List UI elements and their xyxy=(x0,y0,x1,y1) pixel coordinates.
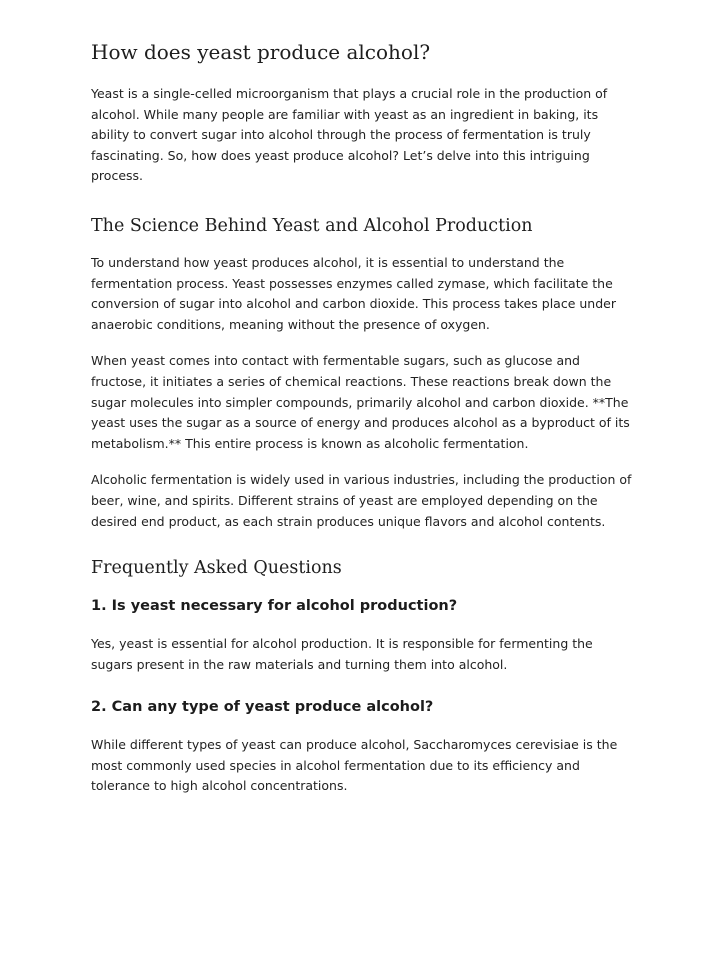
faq-answer-1: Yes, yeast is essential for alcohol production. It is responsible for fermenting the sugars present in the raw materials and turning them into alcohol. xyxy=(91,636,593,672)
intro-paragraph: Yeast is a single-celled microorganism that plays a crucial role in the production of alcohol. While many people are familiar with yeast as an ingredient in baking, its ability to convert sugar into alcohol through the process of fermentation is truly fascinating. So, how does yeast produce alcohol? Let’s delve into this intriguing process. xyxy=(91,86,608,184)
faq-answer-2: While different types of yeast can produce alcohol, Saccharomyces cerevisiae is the most commonly used species in alcohol fermentation due to its efficiency and tolerance to high alcohol concentrations. xyxy=(91,737,618,794)
faq-question-2: 2. Can any type of yeast produce alcohol? xyxy=(91,699,434,716)
article xyxy=(91,38,636,813)
article-title: How does yeast produce alcohol? xyxy=(91,40,431,64)
section-heading-faq: Frequently Asked Questions xyxy=(91,558,342,579)
science-paragraph-2: When yeast comes into contact with fermentable sugars, such as glucose and fructose, it initiates a series of chemical reactions. These reactions break down the sugar molecules into simpler compounds, primarily alcohol and carbon dioxide. **The yeast uses the sugar as a source of energy and produces alcohol as a byproduct of its metabolism.** This entire process is known as alcoholic fermentation. xyxy=(91,353,630,451)
section-heading-science: The Science Behind Yeast and Alcohol Production xyxy=(91,215,533,236)
science-paragraph-3: Alcoholic fermentation is widely used in various industries, including the production of beer, wine, and spirits. Different strains of yeast are employed depending on the desired end product, as each strain produces unique flavors and alcohol contents. xyxy=(91,472,632,529)
science-paragraph-1: To understand how yeast produces alcohol, it is essential to understand the fermentation process. Yeast possesses enzymes called zymase, which facilitate the conversion of sugar into alcohol and carbon dioxide. This process takes place under anaerobic conditions, meaning without the presence of oxygen. xyxy=(91,254,616,332)
faq-question-1: 1. Is yeast necessary for alcohol production? xyxy=(91,598,458,615)
